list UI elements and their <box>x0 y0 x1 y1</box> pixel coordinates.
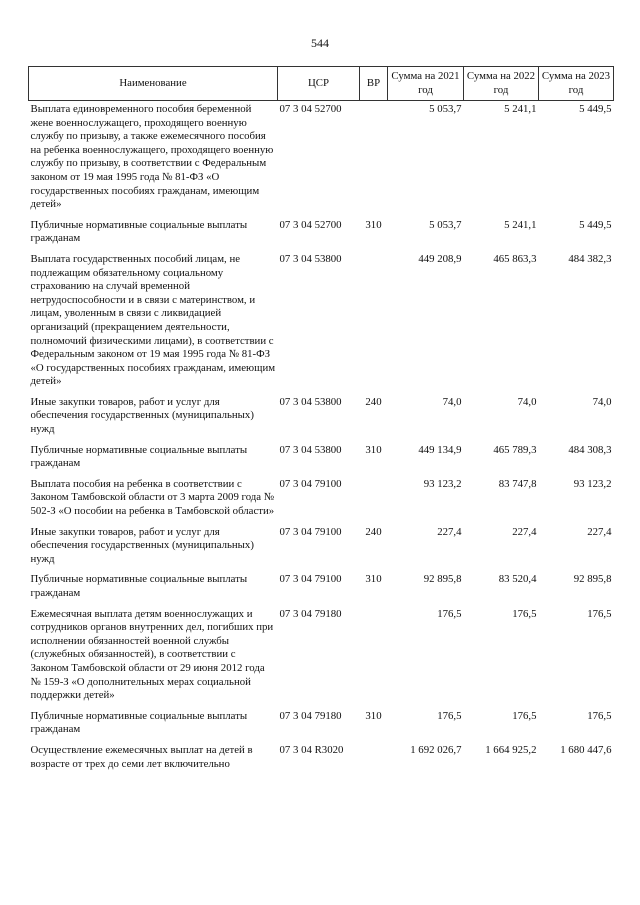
row-sum-2022: 465 863,3 <box>493 252 537 265</box>
row-name: Публичные нормативные социальные выплаты гражданам <box>30 573 248 599</box>
row-name: Выплата единовременного пособия беременной жене военнослужащего, проходящего военную службу по призыву, а также ежемесячного пособия на ребенка военнослужащего, проходящего военную службу по призыву, в соответствии с Федеральным законом от 19 мая 1995 года № 81-ФЗ «О государственных пособиях гражданам, имеющим детей» <box>30 103 274 211</box>
row-csr: 07 3 04 79180 <box>279 709 342 722</box>
table-row <box>29 442 614 476</box>
budget-table <box>28 66 614 776</box>
row-sum-2022: 176,5 <box>512 607 537 620</box>
row-vr <box>360 742 388 776</box>
row-sum-2022: 176,5 <box>512 709 537 722</box>
row-csr: 07 3 04 53800 <box>279 395 342 408</box>
row-sum-2022: 5 241,1 <box>504 218 537 231</box>
row-sum-2023: 5 449,5 <box>579 218 612 231</box>
row-sum-2023: 484 382,3 <box>568 252 612 265</box>
row-sum-2023: 93 123,2 <box>573 477 612 490</box>
row-sum-2022: 227,4 <box>512 525 537 538</box>
table-row <box>29 524 614 572</box>
row-csr: 07 3 04 53800 <box>279 252 342 265</box>
row-sum-2021: 93 123,2 <box>423 477 462 490</box>
row-sum-2021: 1 692 026,7 <box>410 743 462 756</box>
header-sum-2022: Сумма на 2022 год <box>464 67 539 101</box>
row-name: Иные закупки товаров, работ и услуг для обеспечения государственных (муниципальных) нужд <box>30 525 254 565</box>
row-sum-2021: 74,0 <box>442 395 462 408</box>
row-name: Публичные нормативные социальные выплаты гражданам <box>30 443 248 470</box>
row-vr: 310 <box>365 443 382 456</box>
header-name: Наименование <box>29 67 278 101</box>
row-sum-2022: 83 520,4 <box>498 573 537 586</box>
row-sum-2023: 484 308,3 <box>568 443 612 456</box>
header-vr: ВР <box>360 67 388 101</box>
header-csr: ЦСР <box>278 67 360 101</box>
row-vr <box>360 101 388 217</box>
row-sum-2023: 176,5 <box>587 709 612 722</box>
row-name: Выплата государственных пособий лицам, не подлежащим обязательному социальному страхованию на случай временной нетрудоспособности и в связи с материнством, и лицам, уволенным в связи с ликвидацией организаций (прекращением деятельности, полномочий физическими лицами), в соответствии с Федеральным законом от 19 мая 1995 года № 81-ФЗ «О государственных пособиях гражданам, имеющим детей» <box>30 252 276 388</box>
page-number: 544 <box>311 36 329 50</box>
row-sum-2021: 176,5 <box>437 607 462 620</box>
table-row <box>29 708 614 742</box>
table-row <box>29 217 614 251</box>
row-vr: 240 <box>365 525 382 538</box>
row-csr: 07 3 04 52700 <box>279 103 342 115</box>
row-name: Иные закупки товаров, работ и услуг для обеспечения государственных (муниципальных) нужд <box>30 395 254 436</box>
row-csr: 07 3 04 R3020 <box>279 743 344 756</box>
row-vr: 240 <box>365 395 382 408</box>
row-sum-2023: 92 895,8 <box>573 573 612 586</box>
header-sum-2023: Сумма на 2023 год <box>539 67 614 101</box>
table-row <box>29 251 614 394</box>
table-row <box>29 476 614 524</box>
table-header-row <box>29 67 614 101</box>
table-row <box>29 101 614 217</box>
row-sum-2021: 176,5 <box>437 709 462 722</box>
row-sum-2021: 227,4 <box>437 525 462 538</box>
table-row <box>29 571 614 605</box>
row-sum-2023: 74,0 <box>592 395 612 408</box>
table-row <box>29 394 614 442</box>
row-name: Публичные нормативные социальные выплаты гражданам <box>30 709 248 736</box>
row-sum-2021: 449 208,9 <box>418 252 462 265</box>
row-csr: 07 3 04 52700 <box>279 218 342 231</box>
row-vr <box>360 476 388 524</box>
row-sum-2022: 465 789,3 <box>493 443 537 456</box>
row-csr: 07 3 04 79100 <box>279 573 342 586</box>
row-sum-2021: 5 053,7 <box>429 218 462 231</box>
row-vr <box>360 251 388 394</box>
row-name: Публичные нормативные социальные выплаты гражданам <box>30 218 248 245</box>
row-sum-2021: 5 053,7 <box>429 103 462 115</box>
row-vr: 310 <box>365 573 382 586</box>
row-sum-2022: 83 747,8 <box>498 477 537 490</box>
row-csr: 07 3 04 53800 <box>279 443 342 456</box>
row-csr: 07 3 04 79100 <box>279 525 342 538</box>
row-sum-2022: 1 664 925,2 <box>485 743 537 756</box>
row-vr <box>360 606 388 708</box>
row-vr: 310 <box>365 709 382 722</box>
row-vr: 310 <box>365 218 382 231</box>
row-sum-2023: 5 449,5 <box>579 103 612 115</box>
row-sum-2022: 5 241,1 <box>504 103 537 115</box>
row-name: Ежемесячная выплата детям военнослужащих и сотрудников органов внутренних дел, погибших при исполнении обязанностей военной службы (служебных обязанностей), в соответствии с Законом Тамбовской области от 29 июня 2012 года № 159-З «О дополнительных мерах социальной поддержки детей» <box>30 607 274 702</box>
row-sum-2023: 1 680 447,6 <box>560 743 612 756</box>
row-sum-2023: 227,4 <box>587 525 612 538</box>
row-csr: 07 3 04 79180 <box>279 607 342 620</box>
row-csr: 07 3 04 79100 <box>279 477 342 490</box>
header-sum-2021: Сумма на 2021 год <box>388 67 464 101</box>
table-row <box>29 742 614 776</box>
table-row <box>29 606 614 708</box>
row-sum-2023: 176,5 <box>587 607 612 620</box>
row-name: Выплата пособия на ребенка в соответствии с Законом Тамбовской области от 3 марта 2009 года № 502-З «О пособии на ребенка в Тамбовской области» <box>30 477 275 518</box>
row-sum-2021: 449 134,9 <box>418 443 462 456</box>
row-sum-2021: 92 895,8 <box>423 573 462 586</box>
row-name: Осуществление ежемесячных выплат на детей в возрасте от трех до семи лет включительно <box>30 743 253 770</box>
row-sum-2022: 74,0 <box>517 395 537 408</box>
